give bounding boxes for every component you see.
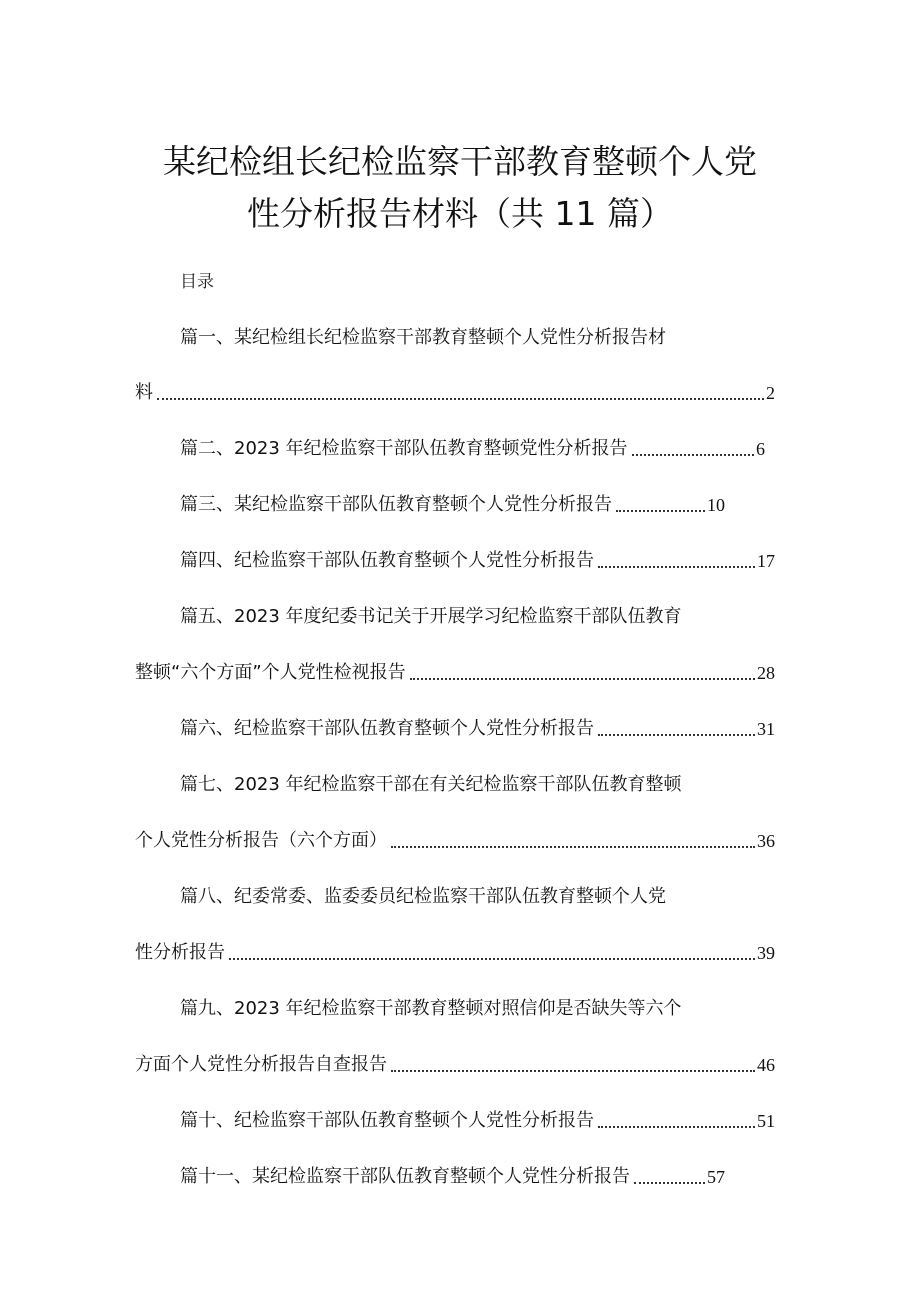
toc-entry-10[interactable] — [180, 1108, 775, 1134]
dot-leader — [616, 510, 705, 512]
toc-entry-2-page: 6 — [756, 439, 765, 459]
toc-entry-10-title: 篇十、纪检监察干部队伍教育整顿个人党性分析报告 — [180, 1110, 594, 1131]
toc-entry-8-page: 39 — [757, 943, 775, 963]
toc-entry-5-page: 28 — [757, 663, 775, 683]
dot-leader — [391, 1070, 755, 1072]
toc-entry-8[interactable] — [135, 940, 775, 966]
toc-entry-3-page: 10 — [707, 495, 725, 515]
dot-leader — [632, 454, 754, 456]
dot-leader — [598, 566, 755, 568]
toc-entry-7-page: 36 — [757, 831, 775, 851]
toc-entry-8-line-1[interactable]: 篇八、纪委常委、监委委员纪检监察干部队伍教育整顿个人党 — [180, 886, 666, 907]
document-title-line-1: 某纪检组长纪检监察干部教育整顿个人党 — [163, 142, 757, 181]
dot-leader — [157, 398, 764, 400]
toc-entry-7-line-1[interactable]: 篇七、2023 年纪检监察干部在有关纪检监察干部队伍教育整顿 — [180, 774, 682, 795]
toc-entry-4[interactable] — [180, 548, 775, 574]
dot-leader — [391, 846, 755, 848]
toc-entry-7-line-2: 个人党性分析报告（六个方面） — [135, 830, 387, 851]
toc-entry-6-page: 31 — [757, 719, 775, 739]
toc-entry-5-line-1[interactable]: 篇五、2023 年度纪委书记关于开展学习纪检监察干部队伍教育 — [180, 606, 682, 627]
document-title-line-2: 性分析报告材料（共 11 篇） — [247, 194, 673, 233]
toc-entry-3-title: 篇三、某纪检监察干部队伍教育整顿个人党性分析报告 — [180, 494, 612, 515]
toc-entry-4-title: 篇四、纪检监察干部队伍教育整顿个人党性分析报告 — [180, 550, 594, 571]
toc-entry-9-page: 46 — [757, 1055, 775, 1075]
toc-entry-8-line-2: 性分析报告 — [135, 942, 225, 963]
toc-entry-3[interactable] — [180, 492, 725, 518]
dot-leader — [634, 1182, 705, 1184]
toc-entry-2[interactable] — [180, 436, 765, 462]
toc-entry-6[interactable] — [180, 716, 775, 742]
toc-entry-7[interactable] — [135, 828, 775, 854]
toc-entry-10-page: 51 — [757, 1111, 775, 1131]
toc-entry-1-page: 2 — [766, 383, 775, 403]
dot-leader — [229, 958, 755, 960]
dot-leader — [598, 734, 755, 736]
toc-entry-2-title: 篇二、2023 年纪检监察干部队伍教育整顿党性分析报告 — [180, 438, 628, 459]
toc-entry-9-line-2: 方面个人党性分析报告自查报告 — [135, 1054, 387, 1075]
toc-entry-1[interactable] — [135, 380, 775, 406]
toc-entry-11-title: 篇十一、某纪检监察干部队伍教育整顿个人党性分析报告 — [180, 1166, 630, 1187]
toc-entry-1-line-2: 料 — [135, 382, 153, 403]
toc-entry-6-title: 篇六、纪检监察干部队伍教育整顿个人党性分析报告 — [180, 718, 594, 739]
toc-entry-1-line-1[interactable]: 篇一、某纪检组长纪检监察干部教育整顿个人党性分析报告材 — [180, 327, 666, 348]
dot-leader — [410, 678, 755, 680]
toc-heading: 目录 — [180, 272, 214, 292]
toc-entry-11-page: 57 — [707, 1167, 725, 1187]
toc-entry-4-page: 17 — [757, 551, 775, 571]
toc-entry-5-line-2: 整顿“六个方面”个人党性检视报告 — [135, 662, 406, 683]
toc-entry-9-line-1[interactable]: 篇九、2023 年纪检监察干部教育整顿对照信仰是否缺失等六个 — [180, 998, 682, 1019]
toc-entry-11[interactable] — [180, 1164, 725, 1190]
toc-entry-9[interactable] — [135, 1052, 775, 1078]
dot-leader — [598, 1126, 755, 1128]
toc-entry-5[interactable] — [135, 660, 775, 686]
